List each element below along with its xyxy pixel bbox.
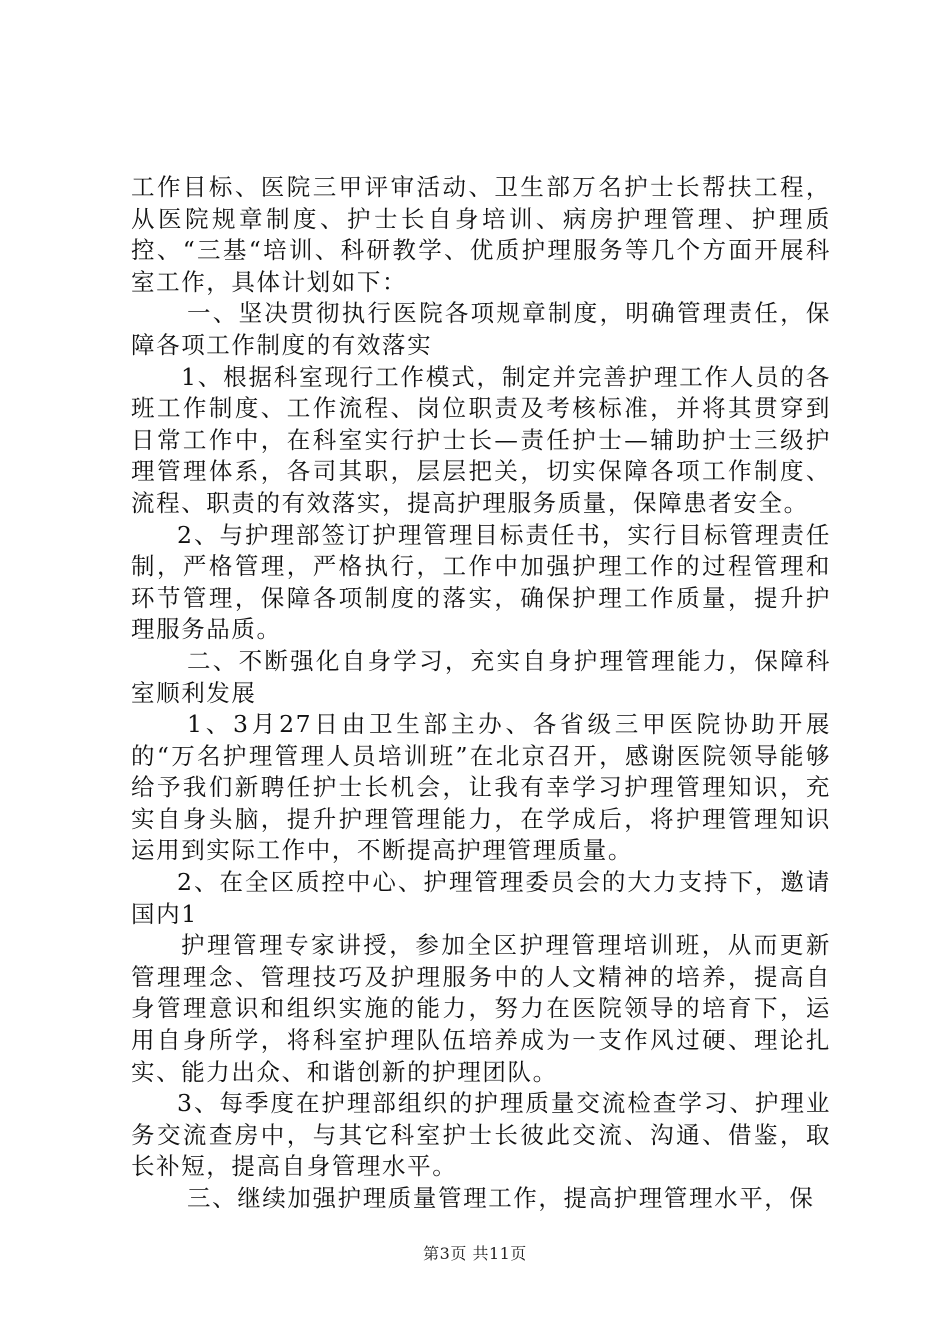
paragraph-item-2-1: 1、3月27日由卫生部主办、各省级三甲医院协助开展的“万名护理管理人员培训班”在北京召开，感谢医院领导能够给予我们新聘任护士长机会，让我有幸学习护理管理知识，充实自身头脑，提升护理管理能力，在学成后，将护理管理知识运用到实际工作中，不断提高护理管理质量。 [131,710,831,865]
intro-paragraph: 工作目标、医院三甲评审活动、卫生部万名护士长帮扶工程，从医院规章制度、护士长自身培训、病房护理管理、护理质控、“三基“培训、科研教学、优质护理服务等几个方面开展科室工作，具体计划如下： [131,173,831,296]
paragraph-item-1-1: 1、根据科室现行工作模式，制定并完善护理工作人员的各班工作制度、工作流程、岗位职责及考核标准，并将其贯穿到日常工作中，在科室实行护士长—责任护士—辅助护士三级护理管理体系，各司其职，层层把关，切实保障各项工作制度、流程、职责的有效落实，提高护理服务质量，保障患者安全。 [131,362,831,517]
paragraph-item-1-2: 2、与护理部签订护理管理目标责任书，实行目标管理责任制，严格管理，严格执行，工作中加强护理工作的过程管理和环节管理，保障各项制度的落实，确保护理工作质量，提升护理服务品质。 [131,520,831,644]
section-heading-two: 二、不断强化自身学习，充实自身护理管理能力，保障科室顺利发展 [131,646,831,707]
section-heading-one: 一、坚决贯彻执行医院各项规章制度，明确管理责任，保障各项工作制度的有效落实 [131,299,831,359]
paragraph-item-2-2: 2、在全区质控中心、护理管理委员会的大力支持下，邀请国内1 [131,868,831,928]
page-number-footer: 第3页 共11页 [423,1244,527,1263]
paragraph-item-2-2-continued: 护理管理专家讲授，参加全区护理管理培训班，从而更新管理理念、管理技巧及护理服务中的人文精神的培养，提高自身管理意识和组织实施的能力，努力在医院领导的培育下，运用自身所学，将科室护理队伍培养成为一支作风过硬、理论扎实、能力出众、和谐创新的护理团队。 [131,931,831,1086]
section-heading-three: 三、继续加强护理质量管理工作，提高护理管理水平，保 [187,1184,815,1212]
paragraph-item-2-3: 3、每季度在护理部组织的护理质量交流检查学习、护理业务交流查房中，与其它科室护士长彼此交流、沟通、借鉴，取长补短，提高自身管理水平。 [131,1089,831,1181]
document-body [131,172,831,1215]
